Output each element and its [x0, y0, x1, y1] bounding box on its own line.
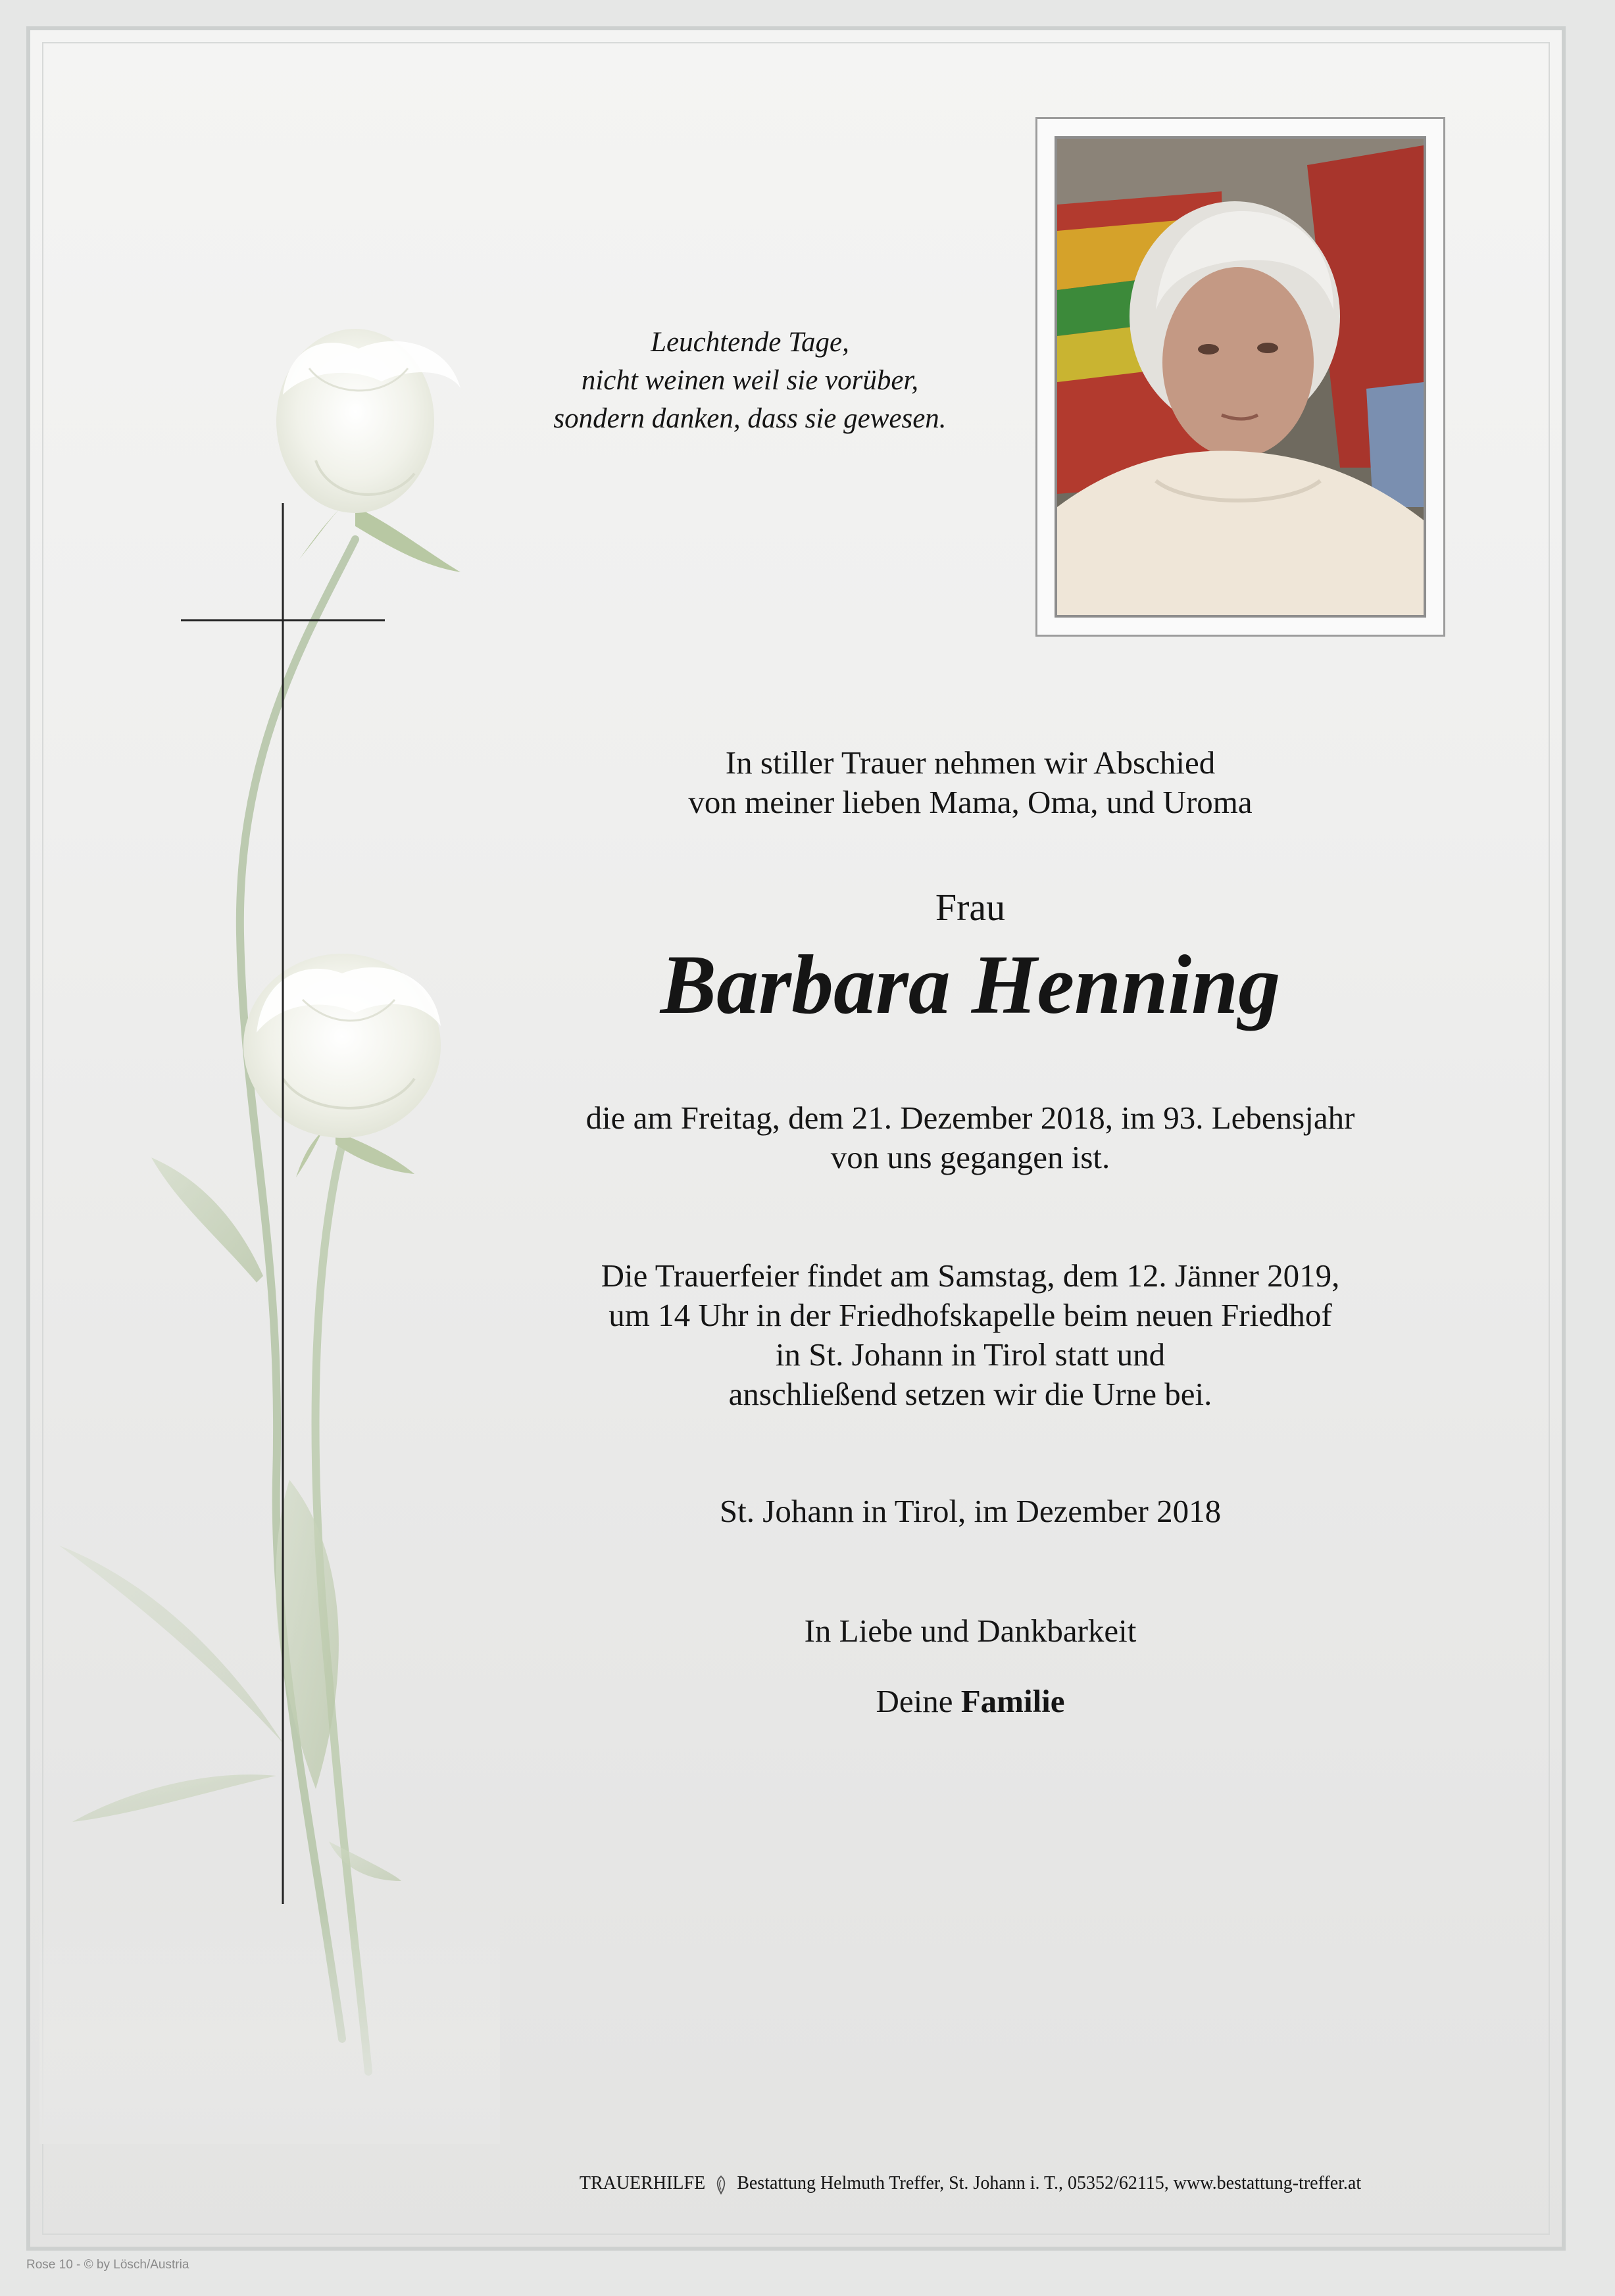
intro-text — [460, 743, 1480, 822]
ceremony-text — [460, 1256, 1480, 1414]
ceremony-line: Die Trauerfeier findet am Samstag, dem 12. Jänner 2019, — [601, 1258, 1340, 1294]
death-line: von uns gegangen ist. — [830, 1139, 1110, 1175]
rose-upper — [276, 329, 460, 513]
closing-love — [460, 1611, 1480, 1651]
closing-prefix: Deine — [876, 1683, 953, 1719]
sepal — [299, 506, 342, 559]
portrait-frame — [1035, 117, 1445, 637]
sepal — [355, 506, 460, 572]
intro-line: In stiller Trauer nehmen wir Abschied — [725, 745, 1216, 781]
intro-line: von meiner lieben Mama, Oma, und Uroma — [688, 784, 1253, 820]
verse-line: nicht weinen weil sie vorüber, — [581, 365, 919, 396]
ceremony-line: anschließend setzen wir die Urne bei. — [728, 1376, 1212, 1412]
deceased-name: Barbara Henning — [660, 938, 1281, 1031]
memorial-verse — [487, 324, 1013, 438]
salutation: Frau — [935, 886, 1006, 929]
death-text — [460, 1098, 1480, 1177]
place-date — [460, 1492, 1480, 1531]
footer-details: Bestattung Helmuth Treffer, St. Johann i. T., 05352/62115, www.bestattung-treffer.at — [737, 2173, 1362, 2193]
verse-line: Leuchtende Tage, — [651, 327, 849, 358]
place-date-line: St. Johann in Tirol, im Dezember 2018 — [719, 1493, 1222, 1529]
design-credit: Rose 10 - © by Lösch/Austria — [26, 2258, 189, 2272]
trauerhilfe-logo-icon — [714, 2175, 728, 2195]
leaf — [151, 1158, 263, 1282]
closing-family: Familie — [960, 1683, 1065, 1719]
footer — [460, 2170, 1480, 2197]
portrait-photo-icon — [1055, 136, 1426, 618]
leaf — [329, 1842, 401, 1881]
ceremony-line: um 14 Uhr in der Friedhofskapelle beim neuen Friedhof — [609, 1297, 1332, 1333]
sepal — [296, 1131, 322, 1177]
footer-brand: TRAUERHILFE — [579, 2173, 706, 2193]
leaf — [59, 1546, 283, 1743]
leaf — [72, 1774, 276, 1822]
verse-line: sondern danken, dass sie gewesen. — [553, 403, 947, 434]
rose-lower — [243, 954, 441, 1138]
closing-love-line: In Liebe und Dankbarkeit — [804, 1613, 1137, 1649]
ceremony-line: in St. Johann in Tirol statt und — [775, 1336, 1166, 1373]
closing-from — [460, 1682, 1480, 1721]
death-line: die am Freitag, dem 21. Dezember 2018, im 93. Lebensjahr — [585, 1100, 1355, 1136]
leaf — [276, 1480, 339, 1789]
